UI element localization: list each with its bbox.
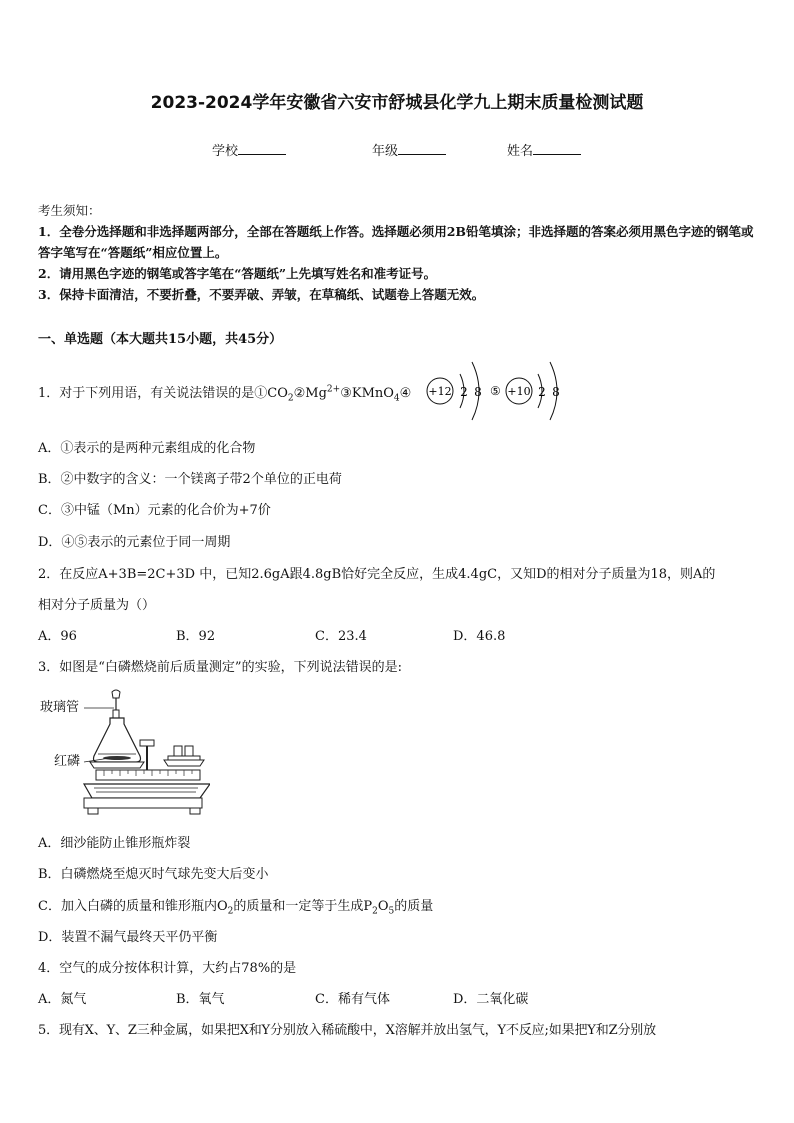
school-label: 学校 <box>212 144 239 159</box>
q3-option-c-sub3: 5 <box>388 906 395 917</box>
name-label: 姓名 <box>507 144 534 159</box>
q1-stem-text: 1．对于下列用语，有关说法错误的是①CO <box>38 386 288 401</box>
grade-blank[interactable] <box>398 142 446 155</box>
atom12-shell2: 8 <box>474 385 482 399</box>
school-blank[interactable] <box>238 142 286 155</box>
q4-option-a[interactable]: A．氮气 <box>38 992 87 1007</box>
notice-item-1: 1．全卷分选择题和非选择题两部分，全部在答题纸上作答。选择题必须用2B铅笔填涂；非选择题的答案必须用黑色字迹的钢笔或答字笔写在“答题纸”相应位置上。 <box>38 224 754 260</box>
notice-item-3: 3．保持卡面清洁，不要折叠，不要弄破、弄皱，在草稿纸、试题卷上答题无效。 <box>38 287 485 302</box>
q2-stem-line1: 2．在反应A+3B=2C+3D 中，已知2.6gA跟4.8gB恰好完全反应，生成4.4gC，又知D的相对分子质量为18，则A的 <box>38 567 716 582</box>
q1-option-c[interactable]: C．③中锰（Mn）元素的化合价为+7价 <box>38 503 271 518</box>
q5-stem: 5．现有X、Y、Z三种金属，如果把X和Y分别放入稀硫酸中，X溶解并放出氢气，Y不反应;如果把Y和Z分别放 <box>38 1023 657 1038</box>
atom10-shell1: 2 <box>538 385 546 399</box>
q2-option-b[interactable]: B．92 <box>176 629 216 644</box>
atom12-shell1: 2 <box>460 385 468 399</box>
section-heading: 一、单选题（本大题共15小题，共45分） <box>38 332 283 347</box>
q3-option-c[interactable] <box>38 895 433 917</box>
atom10-shell2: 8 <box>552 385 560 399</box>
atom-diagram-10 <box>502 354 568 428</box>
q3-stem: 3．如图是“白磷燃烧前后质量测定”的实验，下列说法错误的是: <box>38 660 402 675</box>
q1-mg: ②Mg <box>293 386 327 401</box>
q2-option-a[interactable]: A．96 <box>38 629 77 644</box>
atom12-nucleus: +12 <box>428 385 452 398</box>
q1-kmno-sub: 4 <box>393 393 400 404</box>
q1-co-sub: 2 <box>287 393 294 404</box>
name-field[interactable] <box>507 140 581 159</box>
q1-kmno: ③KMnO <box>340 386 394 401</box>
q3-option-c-pre: C．加入白磷的质量和锥形瓶内O <box>38 899 228 914</box>
q1-mg-sup: 2+ <box>326 384 341 395</box>
q3-option-a[interactable]: A．细沙能防止锥形瓶炸裂 <box>38 836 191 851</box>
q4-option-b[interactable]: B．氧气 <box>176 992 225 1007</box>
atom-diagram-12 <box>424 354 506 428</box>
grade-label: 年级 <box>372 144 399 159</box>
notice-block <box>38 200 758 305</box>
name-blank[interactable] <box>533 142 581 155</box>
q1-stem <box>38 382 411 404</box>
q2-option-d[interactable]: D．46.8 <box>453 629 506 644</box>
q3-option-c-sub2: 2 <box>372 906 378 917</box>
q1-circ4: ④ <box>399 386 412 401</box>
q4-stem: 4．空气的成分按体积计算，大约占78%的是 <box>38 961 297 976</box>
q1-option-b[interactable]: B．②中数字的含义：一个镁离子带2个单位的正电荷 <box>38 472 342 487</box>
atom10-nucleus: +10 <box>507 385 531 398</box>
q1-option-a[interactable]: A．①表示的是两种元素组成的化合物 <box>38 441 256 456</box>
grade-field[interactable] <box>372 140 446 159</box>
balance-apparatus-figure <box>40 688 210 818</box>
q3-option-d[interactable]: D．装置不漏气最终天平仍平衡 <box>38 930 218 945</box>
q3-option-c-sub1: 2 <box>227 906 234 917</box>
page-title: 2023-2024学年安徽省六安市舒城县化学九上期末质量检测试题 <box>150 93 644 113</box>
q4-option-d[interactable]: D．二氧化碳 <box>453 992 529 1007</box>
q3-option-c-post: 的质量 <box>394 899 434 914</box>
notice-item-2: 2．请用黑色字迹的钢笔或答字笔在“答题纸”上先填写姓名和准考证号。 <box>38 266 437 281</box>
figure-label-red-phosphorus: 红磷 <box>54 754 81 769</box>
q4-option-c[interactable]: C．稀有气体 <box>315 992 390 1007</box>
q1-option-d[interactable]: D．④⑤表示的元素位于同一周期 <box>38 535 231 550</box>
q3-option-c-mid: 的质量和一定等于生成P <box>233 899 373 914</box>
q1-circ5: ⑤ <box>490 384 501 398</box>
q2-stem-line2: 相对分子质量为（） <box>38 598 156 613</box>
q3-option-c-o: O <box>377 899 389 914</box>
school-field[interactable] <box>212 140 286 159</box>
q3-option-b[interactable]: B．白磷燃烧至熄灭时气球先变大后变小 <box>38 867 269 882</box>
notice-heading: 考生须知： <box>38 203 101 218</box>
q2-option-c[interactable]: C．23.4 <box>315 629 367 644</box>
figure-label-glass-tube: 玻璃管 <box>40 700 80 715</box>
